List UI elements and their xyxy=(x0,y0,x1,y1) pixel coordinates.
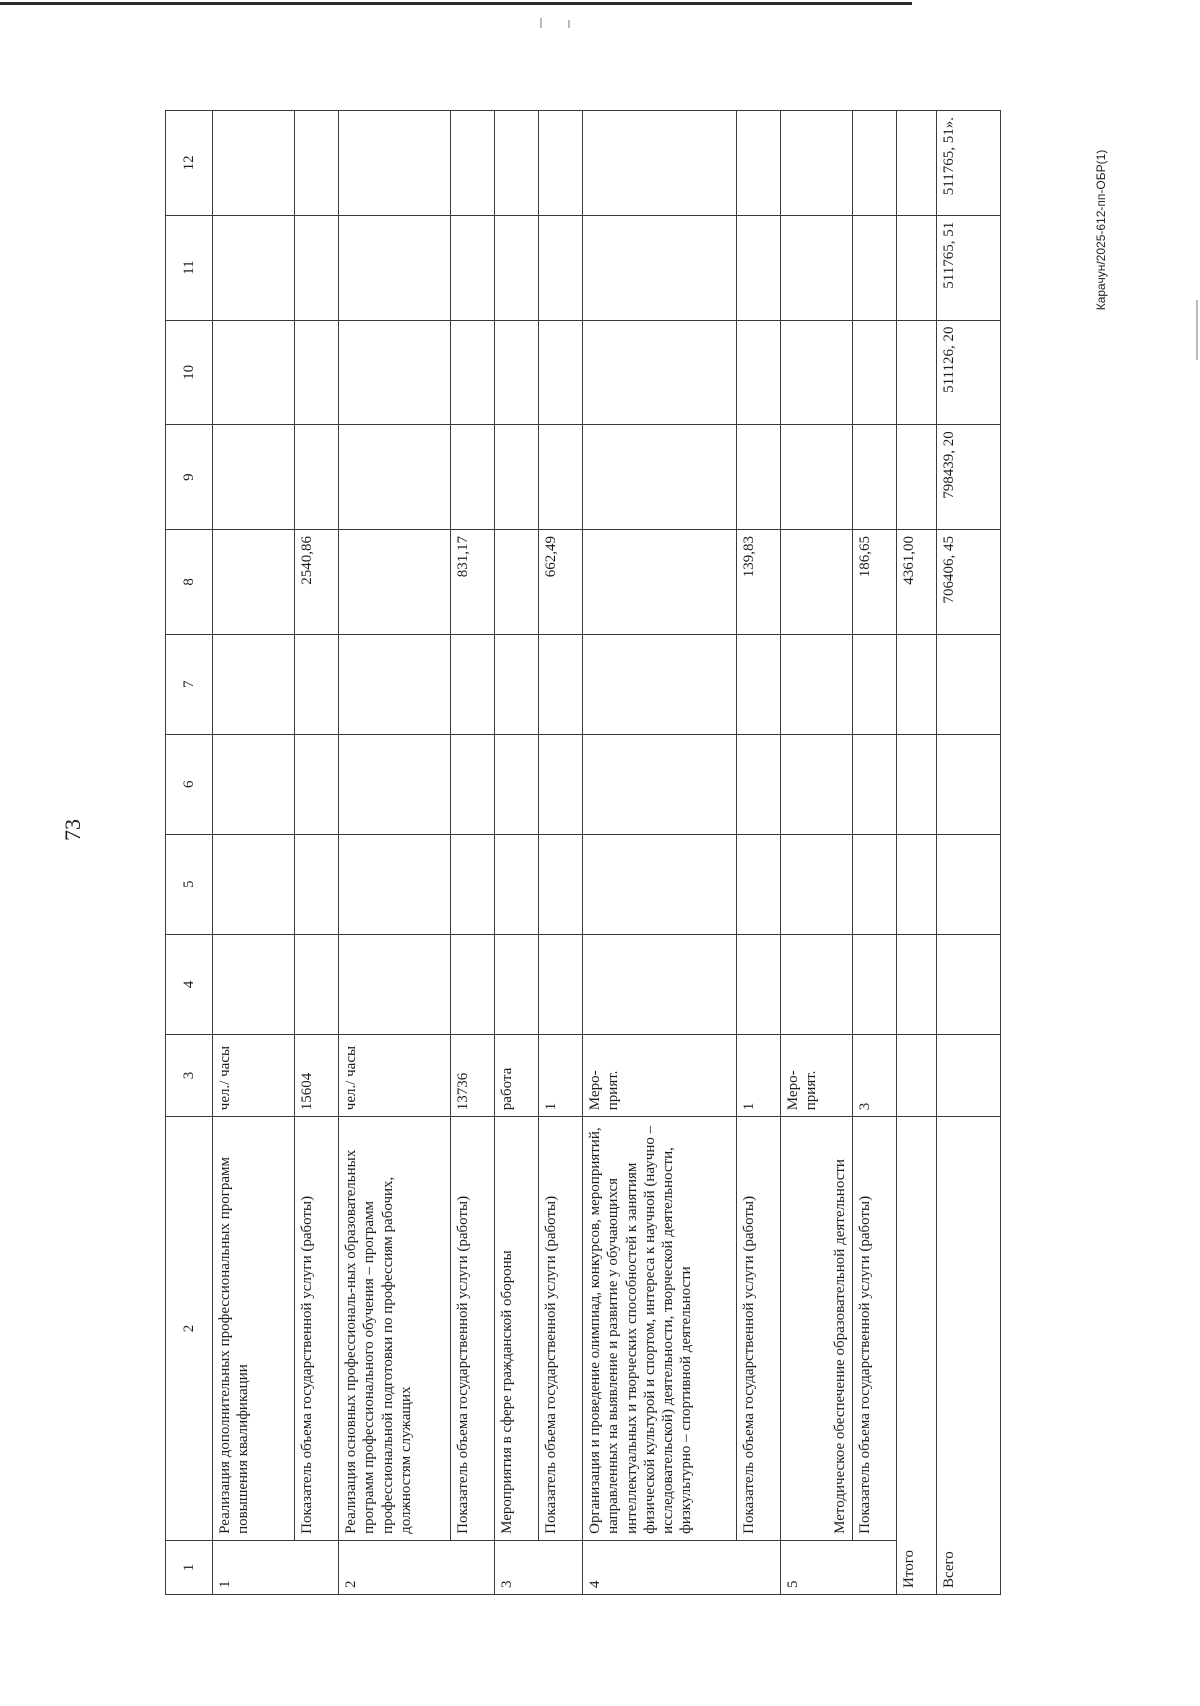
row-unit: 15604 xyxy=(295,1034,339,1116)
row-unit: 1 xyxy=(539,1034,583,1116)
row-number: 5 xyxy=(781,1540,897,1594)
row-unit: работа xyxy=(495,1034,539,1116)
row-name: Показатель объема государственной услуги (работы) xyxy=(451,1117,495,1541)
col-header: 2 xyxy=(166,1117,213,1541)
grand-total-col12: 511765, 51». xyxy=(937,111,1001,216)
col-header: 3 xyxy=(166,1034,213,1116)
row-name: Мероприятия в сфере гражданской обороны xyxy=(495,1117,539,1541)
col-header: 11 xyxy=(166,215,213,320)
top-border-line xyxy=(0,2,912,5)
scan-speck xyxy=(568,20,570,28)
col-header: 12 xyxy=(166,111,213,216)
row-name: Организация и проведение олимпиад, конкурсов, мероприятий, направленных на выявление и развитие у обучающихся интеллектуальных и творческих способностей к занятиям физической культурой и спортом, интереса к научной (научно – исследовательской) деятельности, творческой деятельности, физкультурно – спортивной деятельности xyxy=(583,1117,737,1541)
row-name: Методическое обеспечение образовательной деятельности xyxy=(781,1117,853,1541)
grand-total-col10: 511126, 20 xyxy=(937,320,1001,425)
row-unit: чел./ часы xyxy=(339,1034,451,1116)
grand-total-row xyxy=(937,111,1001,1595)
row-number: 1 xyxy=(213,1540,339,1594)
table-row xyxy=(539,111,583,1595)
table-row xyxy=(781,111,853,1595)
col-header: 7 xyxy=(166,634,213,734)
total-row xyxy=(897,111,937,1595)
grand-total-col8: 706406, 45 xyxy=(937,529,1001,634)
table-row xyxy=(295,111,339,1595)
row-number: 4 xyxy=(583,1540,781,1594)
rotated-page xyxy=(0,50,1108,1650)
row-value-col8: 831,17 xyxy=(451,529,495,634)
row-number: 3 xyxy=(495,1540,583,1594)
table-row xyxy=(853,111,897,1595)
header-row xyxy=(166,111,213,1595)
col-header: 8 xyxy=(166,529,213,634)
row-unit: Меро-прият. xyxy=(781,1034,853,1116)
row-name: Реализация основных профессиональ-ных образовательных программ профессионального обучения – программ профессиональной подготовки по профессиям рабочих, должностям служащих xyxy=(339,1117,451,1541)
grand-total-col11: 511765, 51 xyxy=(937,215,1001,320)
row-value-col8: 186,65 xyxy=(853,529,897,634)
row-value-col8: 662,49 xyxy=(539,529,583,634)
table-row xyxy=(583,111,737,1595)
total-value-col8: 4361,00 xyxy=(897,529,937,634)
page-number: 73 xyxy=(60,819,85,841)
col-header: 6 xyxy=(166,734,213,834)
budget-table xyxy=(165,110,1001,1595)
scan-speck xyxy=(540,18,542,28)
row-unit: 3 xyxy=(853,1034,897,1116)
total-label: Итого xyxy=(897,1117,937,1595)
row-name: Показатель объема государственной услуги (работы) xyxy=(295,1117,339,1541)
col-header: 5 xyxy=(166,834,213,934)
row-name: Показатель объема государственной услуги (работы) xyxy=(853,1117,897,1541)
table-row xyxy=(451,111,495,1595)
table-row xyxy=(339,111,451,1595)
table-row xyxy=(213,111,295,1595)
col-header: 10 xyxy=(166,320,213,425)
row-value-col8: 139,83 xyxy=(737,529,781,634)
grand-total-col9: 798439, 20 xyxy=(937,425,1001,530)
col-header: 4 xyxy=(166,934,213,1034)
row-unit: 13736 xyxy=(451,1034,495,1116)
row-name: Реализация дополнительных профессиональных программ повышения квалификации xyxy=(213,1117,295,1541)
row-unit: Меро-прият. xyxy=(583,1034,737,1116)
document-code: Карачун/2025-612-пп-ОБР(1) xyxy=(1094,149,1108,311)
row-name: Показатель объема государственной услуги (работы) xyxy=(539,1117,583,1541)
row-number: 2 xyxy=(339,1540,495,1594)
row-name: Показатель объема государственной услуги (работы) xyxy=(737,1117,781,1541)
row-unit: чел./ часы xyxy=(213,1034,295,1116)
row-unit: 1 xyxy=(737,1034,781,1116)
table-row xyxy=(737,111,781,1595)
scan-speck xyxy=(1196,300,1198,360)
row-value-col8: 2540,86 xyxy=(295,529,339,634)
col-header: 9 xyxy=(166,425,213,530)
grand-total-label: Всего xyxy=(937,1117,1001,1595)
table-row xyxy=(495,111,539,1595)
col-header: 1 xyxy=(166,1540,213,1594)
